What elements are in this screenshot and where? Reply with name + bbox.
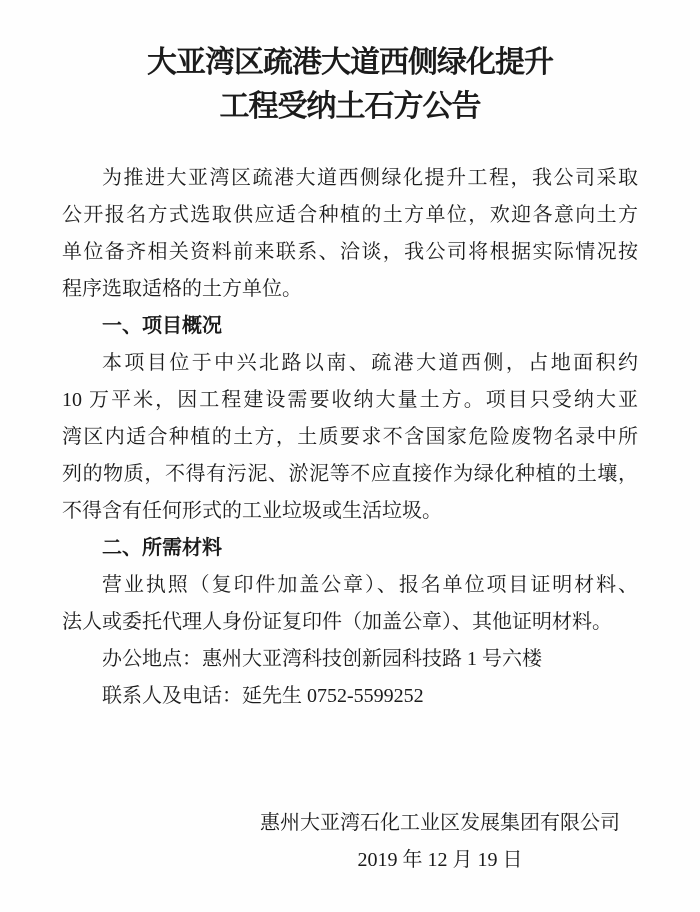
title-line-1: 大亚湾区疏港大道西侧绿化提升 — [147, 46, 553, 79]
intro-line-2: 公开报名方式选取供应适合种植的土方单位，欢迎各意向土方 — [62, 204, 638, 226]
office-address-line: 办公地点：惠州大亚湾科技创新园科技路 1 号六楼 — [102, 648, 542, 670]
section-2-line-2: 法人或委托代理人身份证复印件（加盖公章）、其他证明材料。 — [62, 611, 612, 633]
section-1-line-3: 湾区内适合种植的土方，土质要求不含国家危险废物名录中所 — [62, 426, 638, 448]
section-1-line-4: 列的物质，不得有污泥、淤泥等不应直接作为绿化种植的土壤， — [62, 463, 638, 485]
document-body — [62, 160, 638, 715]
section-1-line-1: 本项目位于中兴北路以南、疏港大道西侧，占地面积约 — [102, 352, 638, 374]
intro-line-3: 单位备齐相关资料前来联系、洽谈，我公司将根据实际情况按 — [62, 241, 638, 263]
document-title — [62, 41, 638, 129]
contact-phone-line: 联系人及电话：延先生 0752-5599252 — [102, 685, 424, 707]
section-1-line-5: 不得含有任何形式的工业垃圾或生活垃圾。 — [62, 500, 442, 522]
section-2-line-1: 营业执照（复印件加盖公章）、报名单位项目证明材料、 — [102, 574, 638, 596]
intro-line-1: 为推进大亚湾区疏港大道西侧绿化提升工程，我公司采取 — [102, 167, 638, 189]
intro-line-4: 程序选取适格的土方单位。 — [62, 278, 302, 300]
section-2-heading: 二、所需材料 — [102, 537, 222, 559]
publish-date: 2019 年 12 月 19 日 — [357, 849, 523, 871]
section-1-heading: 一、项目概况 — [102, 315, 222, 337]
section-1-line-2: 10 万平米，因工程建设需要收纳大量土方。项目只受纳大亚 — [62, 389, 638, 411]
title-line-2: 工程受纳土石方公告 — [219, 90, 481, 123]
company-name: 惠州大亚湾石化工业区发展集团有限公司 — [260, 812, 620, 834]
signature-block — [242, 805, 638, 879]
